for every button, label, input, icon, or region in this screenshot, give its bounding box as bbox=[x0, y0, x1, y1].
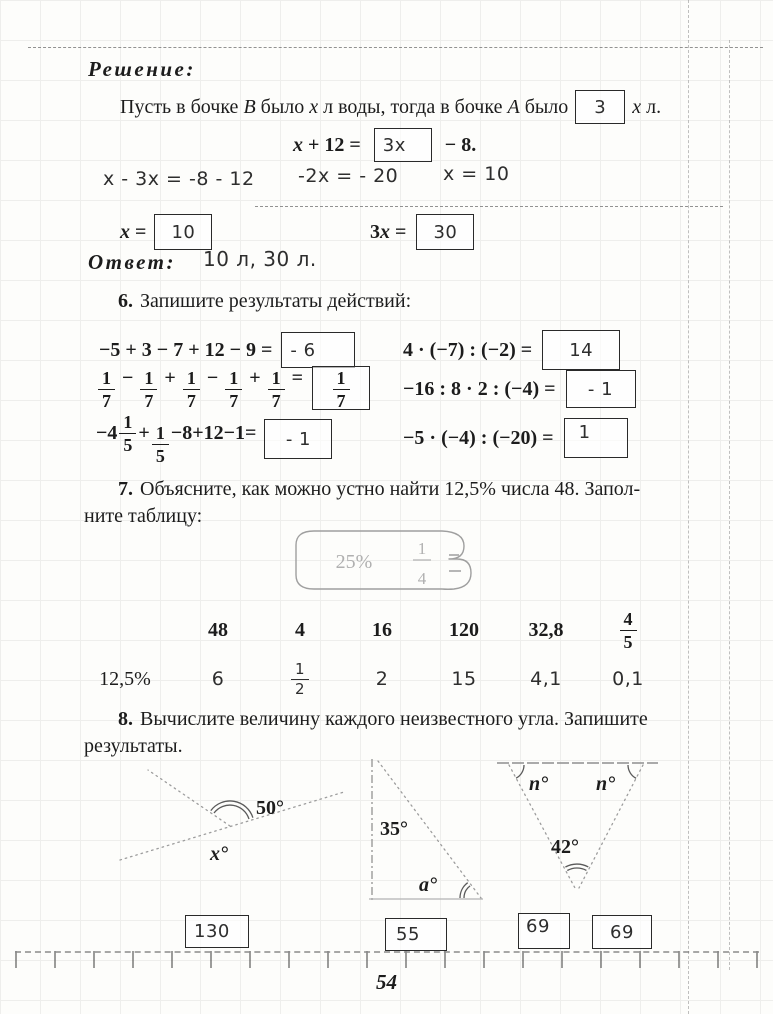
solution-heading: Решение: bbox=[88, 57, 196, 81]
answer-value: 69 bbox=[610, 921, 634, 943]
table-header-cell: 4 bbox=[295, 618, 305, 641]
answer-value: - 1 bbox=[587, 378, 614, 400]
expression-6-2-left bbox=[96, 362, 370, 414]
x-value: 10 bbox=[171, 221, 196, 243]
expression-text: −5 + 3 − 7 + 12 − 9 = bbox=[99, 338, 273, 361]
angle-arc bbox=[516, 765, 524, 778]
coefficient-value: 3 bbox=[594, 96, 607, 118]
figure-intersecting-lines bbox=[118, 760, 348, 905]
expression-text: $\frac{1}{7}$ − $\frac{1}{7}$ + $\frac{1}{7}$ − $\frac{1}{7}$ + $\frac{1}{7}$ = bbox=[96, 367, 308, 410]
problem7-title-line1 bbox=[118, 478, 640, 501]
angle-label-42: 42° bbox=[551, 836, 579, 858]
hint-scroll bbox=[292, 527, 477, 598]
answer-value: - 6 bbox=[290, 339, 316, 361]
expression-text: −16 : 8 · 2 : (−4) = bbox=[403, 377, 556, 400]
table-value-cell[interactable]: 4,1 bbox=[530, 668, 562, 690]
angle-label-a: а° bbox=[419, 874, 437, 896]
problem7-number: 7. bbox=[118, 478, 133, 500]
scroll-frac-numerator: 1 bbox=[417, 539, 427, 558]
answer-box-coefficient[interactable] bbox=[575, 90, 625, 124]
3x-label: 3х = bbox=[370, 220, 407, 243]
answer-box-6-2-right[interactable] bbox=[566, 370, 636, 408]
problem8-title-text: Вычислите величину каждого неизвестного угла. Запишите bbox=[140, 708, 648, 730]
bottom-ruler bbox=[15, 951, 759, 968]
answer-value: 55 bbox=[396, 924, 420, 945]
expression-6-3-right bbox=[403, 416, 628, 460]
answer-value: 130 bbox=[194, 921, 230, 942]
expression-text: 4 · (−7) : (−2) = bbox=[403, 338, 533, 361]
answer-box-3x[interactable] bbox=[416, 214, 474, 250]
answer-box-fig2[interactable] bbox=[385, 918, 447, 951]
problem8-title-line2: результаты. bbox=[84, 735, 183, 757]
answer-label: Ответ: bbox=[88, 250, 176, 274]
table-value-cell[interactable]: 0,1 bbox=[612, 668, 644, 690]
solution-x-result bbox=[120, 212, 212, 252]
figure-ray bbox=[148, 770, 230, 826]
expression-6-1-right bbox=[403, 329, 620, 371]
problem7-title-line2: ните таблицу: bbox=[84, 505, 203, 527]
answer-value: 1 bbox=[578, 422, 591, 443]
table-value-cell[interactable]: 15 bbox=[451, 668, 477, 690]
work-step-2: -2х = - 20 bbox=[298, 165, 399, 187]
table-header-cell: 120 bbox=[449, 618, 479, 641]
table-header-cell: 32,8 bbox=[528, 618, 564, 641]
table-header-cell: 48 bbox=[208, 618, 228, 641]
x-label: х = bbox=[120, 220, 147, 243]
problem8-title-line1 bbox=[118, 708, 648, 731]
equation-left: х + 12 = bbox=[293, 133, 366, 156]
expression-6-3-left bbox=[96, 413, 332, 465]
expression-text: −5 · (−4) : (−20) = bbox=[403, 426, 554, 449]
angle-label-n-left: n° bbox=[529, 773, 549, 795]
answer-box-fig1[interactable] bbox=[185, 915, 249, 948]
scan-rule-right-1 bbox=[688, 0, 689, 1014]
answer-box-x[interactable] bbox=[154, 214, 212, 250]
table-row-label: 12,5% bbox=[99, 667, 151, 690]
table-header-cell: 16 bbox=[372, 618, 392, 641]
sentence-text-end: х л. bbox=[632, 95, 662, 118]
answer-box-equation[interactable] bbox=[374, 128, 432, 162]
answer-box-fig3-left[interactable] bbox=[518, 913, 570, 949]
solution-3x-result bbox=[370, 212, 474, 252]
3x-value: 30 bbox=[433, 221, 458, 243]
problem8-number: 8. bbox=[118, 708, 133, 730]
angle-arc bbox=[464, 886, 470, 898]
angle-label-50: 50° bbox=[256, 797, 284, 819]
answer-box-fig3-right[interactable] bbox=[592, 915, 652, 949]
table-value-row bbox=[73, 654, 669, 704]
solution-sentence bbox=[120, 88, 661, 126]
answer-box-6-1-right[interactable] bbox=[542, 330, 620, 370]
scan-rule-right-2 bbox=[729, 40, 730, 970]
solution-equation bbox=[293, 126, 476, 164]
answer-value: - 1 bbox=[285, 428, 311, 450]
answer-box-6-2-left[interactable] bbox=[312, 366, 370, 410]
table-header-cell: $\frac{4}{5}$ bbox=[587, 606, 669, 654]
answer-value: 14 bbox=[569, 339, 594, 361]
scan-rule-mid bbox=[255, 206, 723, 207]
angle-label-n-right: n° bbox=[596, 773, 616, 795]
angle-arc bbox=[214, 805, 249, 819]
scroll-percent: 25% bbox=[335, 551, 373, 573]
expression-text: −4 $\frac{1}{5}$ + $\frac{1}{5}$ −8+12−1= bbox=[96, 412, 257, 466]
angle-arc bbox=[628, 765, 636, 778]
work-step-1: х - 3х = -8 - 12 bbox=[103, 168, 255, 190]
table-corner-cell bbox=[73, 606, 177, 654]
percent-table bbox=[73, 606, 669, 704]
answer-box-6-3-right[interactable] bbox=[564, 418, 628, 458]
table-header-row bbox=[73, 606, 669, 654]
scroll-roll bbox=[442, 531, 471, 589]
angle-arc bbox=[567, 868, 586, 870]
table-value-cell[interactable]: $\frac{1}{2}$ bbox=[259, 654, 341, 704]
angle-label-x: х° bbox=[210, 843, 228, 865]
angle-arc bbox=[565, 864, 588, 867]
expression-6-2-right bbox=[403, 368, 636, 410]
equation-right: − 8. bbox=[439, 133, 477, 156]
scan-rule-top bbox=[28, 47, 763, 48]
sentence-text: Пусть в бочке В было х л воды, тогда в бочке А было bbox=[120, 95, 569, 118]
table-value-cell[interactable]: 2 bbox=[375, 668, 389, 690]
figure-isosceles-triangle bbox=[493, 750, 663, 910]
work-step-3: х = 10 bbox=[443, 163, 510, 185]
equation-box-value: 3х bbox=[382, 134, 406, 156]
figure-right-triangle bbox=[355, 755, 490, 910]
problem6-title bbox=[118, 290, 411, 313]
table-value-cell[interactable]: 6 bbox=[211, 668, 225, 690]
problem6-title-text: Запишите результаты действий: bbox=[140, 290, 412, 312]
answer-box-6-3-left[interactable] bbox=[264, 419, 332, 459]
scroll-frac-denominator: 4 bbox=[417, 569, 427, 588]
figure-line bbox=[120, 792, 344, 860]
problem6-number: 6. bbox=[118, 290, 133, 312]
page-number: 54 bbox=[376, 970, 397, 994]
answer-value: 10 л, 30 л. bbox=[203, 247, 317, 271]
answer-value: $\frac{1}{7}$ bbox=[331, 367, 352, 410]
answer-value: 69 bbox=[526, 916, 550, 937]
problem7-title-text: Объясните, как можно устно найти 12,5% числа 48. Запол- bbox=[140, 478, 641, 500]
angle-label-35: 35° bbox=[380, 818, 408, 840]
